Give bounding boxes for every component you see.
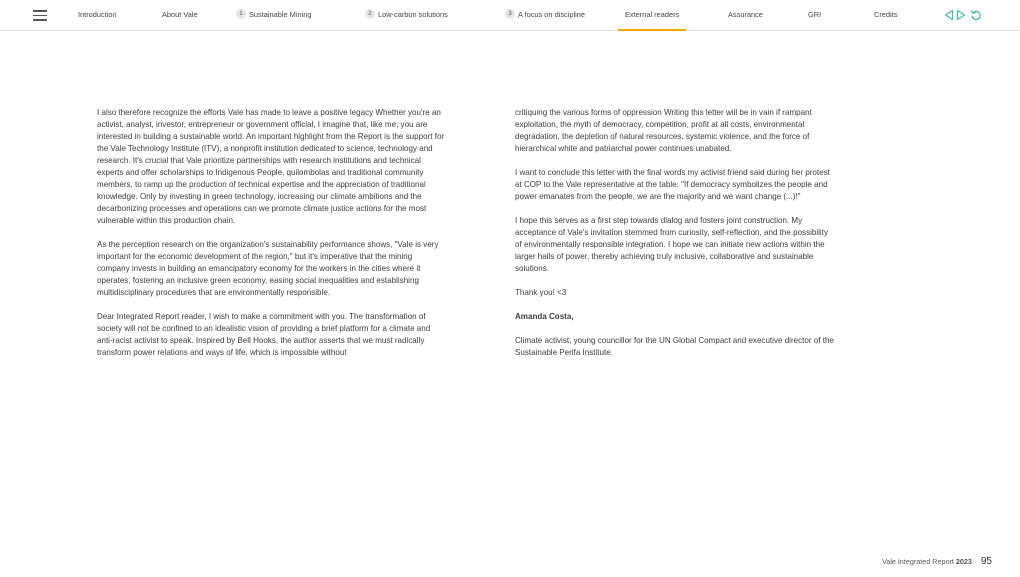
nav-credits[interactable] bbox=[874, 0, 897, 31]
back-icon[interactable] bbox=[970, 9, 982, 21]
previous-page-icon[interactable] bbox=[944, 9, 954, 21]
right-text-column bbox=[515, 107, 835, 371]
nav-gri[interactable] bbox=[808, 0, 821, 31]
body-paragraph: As the perception research on the organization's sustainability performance shows, "Vale is very important for the economic development of the region," but it's imperative that the mining company invests in building an emancipatory economy for the workers in the cities where it operates, fostering an inclusive green economy, easing social inequalities and establishing multidisciplinary procedures that are environmentally responsible. bbox=[97, 240, 439, 297]
chapter-number-badge: 2 bbox=[365, 9, 375, 19]
nav-label: Sustainable Mining bbox=[249, 10, 312, 19]
nav-label: Assurance bbox=[728, 10, 763, 19]
report-year: 2023 bbox=[955, 557, 972, 566]
next-page-icon[interactable] bbox=[956, 9, 966, 21]
signature-title: Climate activist, young councillor for the UN Global Compact and executive director of the Sustainable Perifa Institute. bbox=[515, 336, 834, 357]
nav-label: Introduction bbox=[78, 10, 117, 19]
nav-about-vale[interactable] bbox=[162, 0, 198, 31]
page-number: 95 bbox=[980, 556, 992, 567]
nav-label: GRI bbox=[808, 10, 822, 19]
body-paragraph: I want to conclude this letter with the final words my activist friend said during her protest at COP to the Vale representative at the table: "If democracy symbolizes the people and power emanates from the people, we are the majority and we want change (...)!" bbox=[515, 168, 830, 201]
body-paragraph: Dear Integrated Report reader, I wish to make a commitment with you. The transformation of society will not be confined to an idealistic vision of providing a brief platform for a climate and anti-racist activist to speak. Inspired by Bell Hooks, the author asserts that we must radically transform power relations and ways of life, which is impossible without bbox=[97, 312, 431, 357]
left-text-column bbox=[97, 107, 447, 371]
nav-low-carbon-solutions[interactable] bbox=[365, 0, 448, 31]
body-paragraph: critiquing the various forms of oppression Writing this letter will be in vain if rampant exploitation, the myth of democracy, competition, profit at all costs, environmental degradation, the depletion of natural resources, systemic violence, and the force of hierarchical white and patriarchal power continues unabated. bbox=[515, 108, 812, 153]
body-paragraph: I also therefore recognize the efforts Vale has made to leave a positive legacy Whether you're an activist, analyst, investor, entrepreneur or government official, I imagine that, like me, you are interested in building a sustainable world. An important highlight from the Report is the support for the Vale Technology Institute (ITV), a nonprofit institution dedicated to science, technology and research. It's crucial that Vale prioritize partnerships with research institutions and technical experts and offer scholarships to Indigenous People, quilombolas and traditional community members, to ramp up the production of technical expertise and the appreciation of traditional knowledge. Only by investing in green technology, increasing our climate ambitions and the decarbonizing processes and operations can we promote climate justice actions for the most vulnerable within this production chain. bbox=[97, 108, 445, 225]
hamburger-menu-icon[interactable] bbox=[33, 10, 47, 21]
report-name: Vale Integrated Report bbox=[882, 557, 954, 566]
nav-a-focus-on-discipline[interactable] bbox=[505, 0, 585, 31]
nav-assurance[interactable] bbox=[728, 0, 763, 31]
nav-label: Low-carbon solutions bbox=[378, 10, 448, 19]
top-navigation-bar bbox=[0, 0, 1020, 31]
nav-label: About Vale bbox=[162, 10, 198, 19]
body-paragraph: Thank you! <3 bbox=[515, 288, 567, 297]
nav-label: External readers bbox=[625, 10, 680, 19]
signature-name: Amanda Costa, bbox=[515, 312, 574, 321]
nav-sustainable-mining[interactable] bbox=[236, 0, 311, 31]
nav-label: A focus on discipline bbox=[518, 10, 585, 19]
page-footer bbox=[882, 556, 992, 567]
nav-label: Credits bbox=[874, 10, 898, 19]
chapter-number-badge: 1 bbox=[236, 9, 246, 19]
chapter-number-badge: 3 bbox=[505, 9, 515, 19]
nav-external-readers[interactable] bbox=[618, 0, 686, 31]
nav-introduction[interactable] bbox=[78, 0, 117, 31]
body-paragraph: I hope this serves as a first step towards dialog and fosters joint construction. My acceptance of Vale's invitation stemmed from curiosity, self-reflection, and the possibility of environmentally responsible integration. I hope we can initiate new actions within the larger halls of power, thereby achieving truly inclusive, collaborative and sustainable solutions. bbox=[515, 216, 828, 273]
